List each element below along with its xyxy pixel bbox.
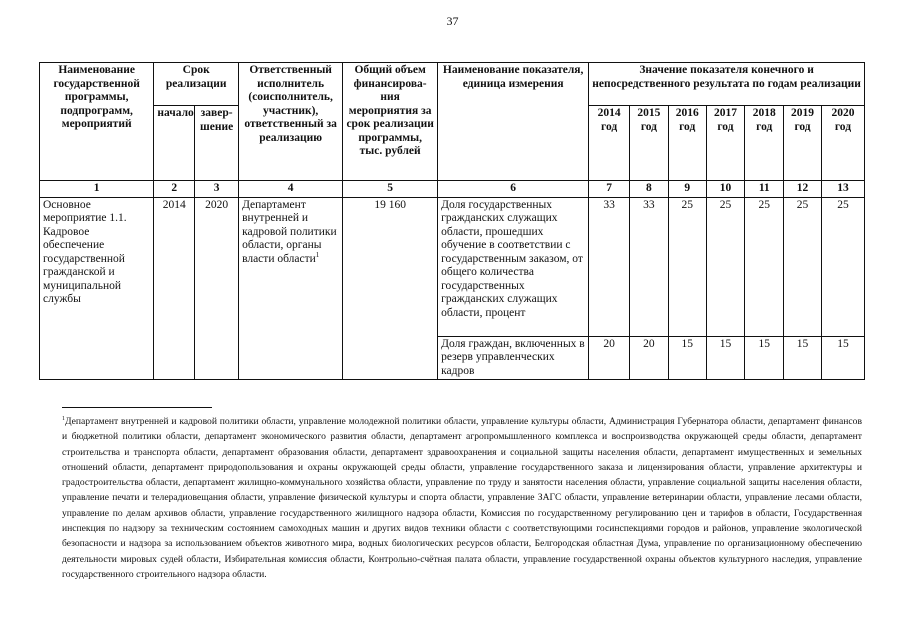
header-row-1 xyxy=(40,63,865,106)
column-number: 2 xyxy=(154,181,195,198)
header-term-start: начало xyxy=(154,106,195,181)
footnote-ref: 1 xyxy=(315,250,320,259)
column-number: 1 xyxy=(40,181,154,198)
header-year: 2018 год xyxy=(745,106,784,181)
column-number-row xyxy=(40,181,865,198)
column-number: 7 xyxy=(589,181,630,198)
header-values-group: Значение показателя конечного и непосредственного результата по годам реализации xyxy=(589,63,865,106)
indicator-value: 20 xyxy=(630,336,669,380)
row-funding: 19 160 xyxy=(343,197,438,380)
column-number: 12 xyxy=(784,181,822,198)
indicator-value: 20 xyxy=(589,336,630,380)
footnote-text: Департамент внутренней и кадровой политики области, управление молодежной политики области, управление культуры области, Администрация Губернатора области, департамент финансов и бюджетной политики области, департамент экономического развития области, департамент агропромышленного комплекса и воспроизводства окружающей среды области, департамент строительства и транспорта области, департамент образования области, департамент здравоохранения и социальной защиты населения области, департамент имущественных и земельных отношений области, департамент природопользования и охраны окружающей среды области, управление государственного заказа и лицензирования области, управление архитектуры и градостроительства области, департамент жилищно-коммунального хозяйства области, управление по труду и занятости населения области, управление социальной защиты населения области, управление печати и телерадиовещания области, управление физической культуры и спорта области, управление ЗАГС области, управление ветеринарии области, управление лесами области, управление по делам архивов области, управление государственного жилищного надзора области, Комиссия по государственному регулированию цен и тарифов в области, Государственная инспекция по надзору за техническим состоянием самоходных машин и других видов техники области с соответствующими госинспекциями городов и районов, управление экологической безопасности и надзора за использованием объектов животного мира, водных биологических ресурсов области, Белгородская областная Дума, управление по организационному обеспечению деятельности мировых судей области, Избирательная комиссия области, Контрольно-счётная палата области, управление государственной охраны объектов культурного наследия, управление государственного строительного надзора области. xyxy=(62,416,862,580)
indicator-value: 15 xyxy=(745,336,784,380)
indicator-name: Доля граждан, включенных в резерв управленческих кадров xyxy=(438,336,589,380)
header-year: 2020 год xyxy=(821,106,864,181)
row-end-year: 2020 xyxy=(195,197,239,380)
row-responsible-cell xyxy=(239,197,343,380)
header-indicator: Наименование показателя, единица измерения xyxy=(438,63,589,181)
indicator-value: 15 xyxy=(821,336,864,380)
column-number: 8 xyxy=(630,181,669,198)
indicator-value: 25 xyxy=(821,197,864,336)
footnote xyxy=(62,414,862,582)
column-number: 13 xyxy=(821,181,864,198)
column-number: 10 xyxy=(706,181,745,198)
column-number: 3 xyxy=(195,181,239,198)
indicator-value: 15 xyxy=(668,336,706,380)
header-year: 2019 год xyxy=(784,106,822,181)
header-program-name: Наименование государственной программы, подпрограмм, мероприятий xyxy=(40,63,154,181)
indicator-value: 15 xyxy=(784,336,822,380)
row-responsible: Департамент внутренней и кадровой политики области, органы власти области xyxy=(242,198,337,265)
indicator-name: Доля государственных гражданских служащих области, прошедших обучение в соответствии с государственным заказом, от общего количества государственных гражданских служащих области, процент xyxy=(438,197,589,336)
indicator-value: 15 xyxy=(706,336,745,380)
indicator-value: 25 xyxy=(668,197,706,336)
column-number: 9 xyxy=(668,181,706,198)
header-year: 2016 год xyxy=(668,106,706,181)
column-number: 6 xyxy=(438,181,589,198)
header-year: 2014 год xyxy=(589,106,630,181)
page-number: 37 xyxy=(446,14,459,28)
indicator-value: 33 xyxy=(630,197,669,336)
column-number: 4 xyxy=(239,181,343,198)
column-number: 11 xyxy=(745,181,784,198)
row-start-year: 2014 xyxy=(154,197,195,380)
header-year: 2017 год xyxy=(706,106,745,181)
header-responsible: Ответственный исполнитель (соисполнитель, участник), ответственный за реализацию xyxy=(239,63,343,181)
indicator-value: 25 xyxy=(706,197,745,336)
header-year: 2015 год xyxy=(630,106,669,181)
table-row xyxy=(40,197,865,336)
program-table xyxy=(39,62,865,380)
header-term: Срок реализации xyxy=(154,63,239,106)
indicator-value: 25 xyxy=(745,197,784,336)
footnote-mark: 1 xyxy=(62,415,65,422)
header-term-end: завер-шение xyxy=(195,106,239,181)
footnote-separator xyxy=(62,407,212,408)
row-program-name: Основное мероприятие 1.1. Кадровое обеспечение государственной гражданской и муниципальной службы xyxy=(40,197,154,380)
column-number: 5 xyxy=(343,181,438,198)
indicator-value: 33 xyxy=(589,197,630,336)
indicator-value: 25 xyxy=(784,197,822,336)
header-funding: Общий объем финансирова-ния мероприятия за срок реализации программы, тыс. рублей xyxy=(343,63,438,181)
